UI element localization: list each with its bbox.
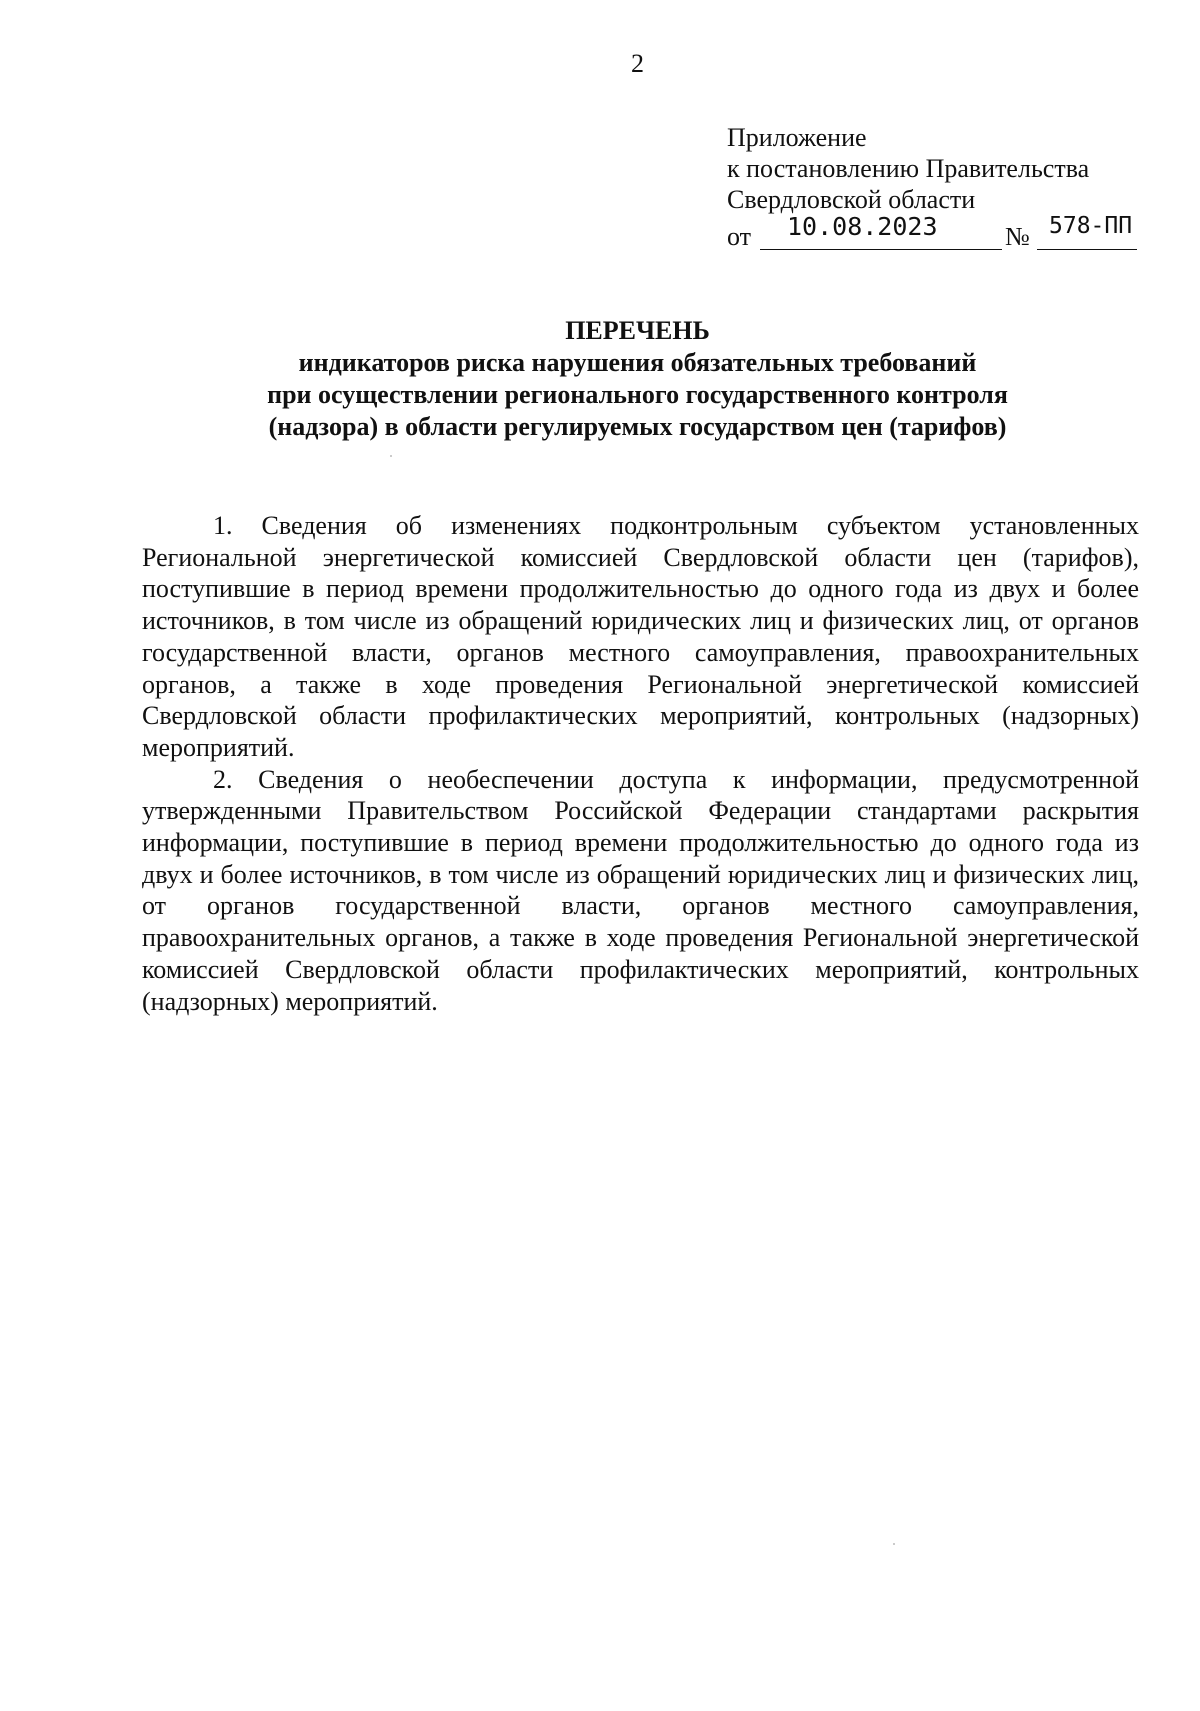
title-heading: ПЕРЕЧЕНЬ bbox=[565, 316, 710, 345]
resolution-number: 578-ПП bbox=[1049, 213, 1133, 239]
document-title bbox=[150, 315, 1125, 443]
appendix-block bbox=[727, 122, 1147, 249]
list-item: 2. Сведения о необеспечении доступа к информации, предусмотренной утвержденными Правительством Российской Федерации стандартами раскрытия информации, поступившие в период времени продолжительностью до одного года из двух и более источников, в том числе из обращений юридических лиц и физических лиц, от органов государственной власти, органов местного самоуправления, правоохранительных органов, а также в ходе проведения Региональной энергетической комиссией Свердловской области профилактических мероприятий, контрольных (надзорных) мероприятий. bbox=[142, 764, 1139, 1016]
scan-speck bbox=[893, 1543, 895, 1545]
scan-speck bbox=[390, 455, 392, 457]
appendix-line-3: Свердловской области bbox=[727, 185, 976, 214]
registration-line bbox=[727, 212, 1147, 251]
appendix-line-2: к постановлению Правительства bbox=[727, 154, 1090, 183]
date-field bbox=[760, 212, 1002, 250]
number-field bbox=[1037, 215, 1137, 250]
title-line-3: (надзора) в области регулируемых государством цен (тарифов) bbox=[268, 412, 1007, 441]
appendix-line-1: Приложение bbox=[727, 123, 867, 152]
title-line-2: при осуществлении регионального государственного контроля bbox=[267, 380, 1008, 409]
from-label: от bbox=[727, 222, 752, 251]
document-body bbox=[142, 510, 1139, 1017]
resolution-date: 10.08.2023 bbox=[787, 212, 938, 241]
page-number: 2 bbox=[631, 49, 644, 78]
list-item: 1. Сведения об изменениях подконтрольным субъектом установленных Региональной энергетической комиссией Свердловской области цен (тарифов), поступившие в период времени продолжительностью до одного года из двух и более источников, в том числе из обращений юридических лиц и физических лиц, от органов государственной власти, органов местного самоуправления, правоохранительных органов, а также в ходе проведения Региональной энергетической комиссией Свердловской области профилактических мероприятий, контрольных (надзорных) мероприятий. bbox=[142, 511, 1139, 762]
title-line-1: индикаторов риска нарушения обязательных требований bbox=[298, 348, 977, 377]
number-label: № bbox=[1005, 222, 1030, 251]
